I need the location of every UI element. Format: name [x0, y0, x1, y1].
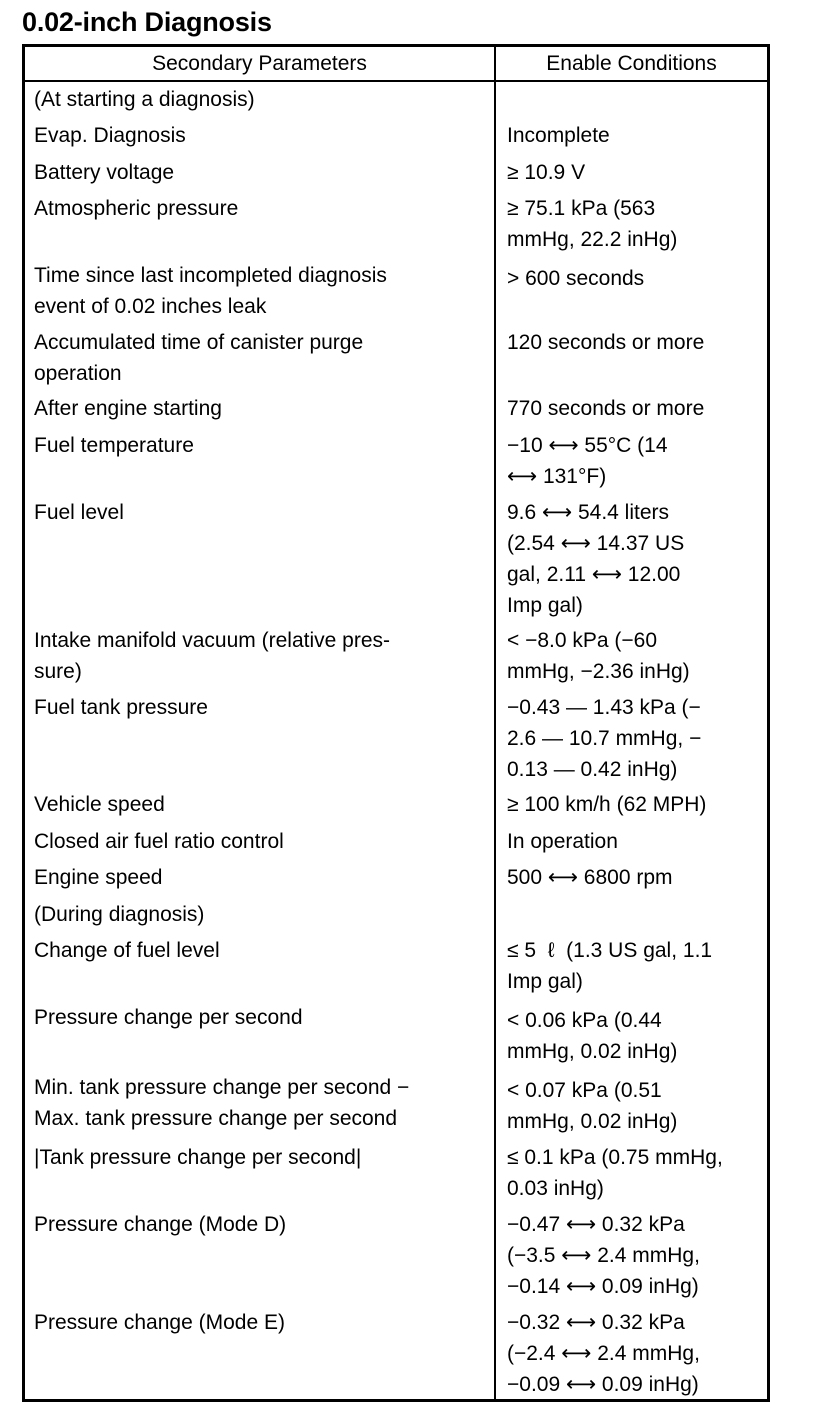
- condition-cell: < −8.0 kPa (−60 mmHg, −2.36 inHg): [507, 629, 690, 683]
- header-secondary-parameters: Secondary Parameters: [152, 52, 367, 75]
- param-cell: Intake manifold vacuum (relative pres- sure): [34, 629, 390, 683]
- condition-cell: −0.47 ⟷ 0.32 kPa (−3.5 ⟷ 2.4 mmHg, −0.14 ⟷ 0.09 inHg): [507, 1213, 700, 1298]
- param-cell: Min. tank pressure change per second − Max. tank pressure change per second: [34, 1076, 410, 1130]
- condition-cell: 500 ⟷ 6800 rpm: [507, 866, 673, 889]
- condition-cell: 9.6 ⟷ 54.4 liters (2.54 ⟷ 14.37 US gal, 2.11 ⟷ 12.00 Imp gal): [507, 501, 685, 617]
- param-cell: Change of fuel level: [34, 939, 220, 962]
- param-cell: Closed air fuel ratio control: [34, 830, 284, 853]
- param-cell: Fuel temperature: [34, 434, 194, 457]
- param-cell: Fuel level: [34, 501, 124, 524]
- param-cell: Pressure change (Mode D): [34, 1213, 287, 1236]
- param-cell: Pressure change per second: [34, 1006, 303, 1029]
- condition-cell: 120 seconds or more: [507, 331, 705, 354]
- condition-cell: > 600 seconds: [507, 267, 645, 290]
- condition-cell: ≥ 100 km/h (62 MPH): [507, 793, 707, 816]
- param-cell: Accumulated time of canister purge operation: [34, 331, 364, 385]
- param-cell: (During diagnosis): [34, 903, 205, 926]
- condition-cell: ≤ 5 ℓ (1.3 US gal, 1.1 Imp gal): [507, 939, 713, 993]
- param-cell: Vehicle speed: [34, 793, 165, 816]
- param-cell: Atmospheric pressure: [34, 197, 239, 220]
- param-cell: Fuel tank pressure: [34, 696, 208, 719]
- header-separator: [22, 80, 770, 82]
- header-enable-conditions: Enable Conditions: [546, 52, 717, 75]
- param-cell: Time since last incompleted diagnosis event of 0.02 inches leak: [34, 264, 387, 318]
- column-divider: [494, 44, 496, 1402]
- param-cell: (At starting a diagnosis): [34, 88, 255, 111]
- condition-cell: < 0.06 kPa (0.44 mmHg, 0.02 inHg): [507, 1009, 678, 1063]
- condition-cell: −0.43 — 1.43 kPa (− 2.6 — 10.7 mmHg, − 0.13 — 0.42 inHg): [507, 696, 702, 781]
- param-cell: After engine starting: [34, 397, 222, 420]
- param-cell: Pressure change (Mode E): [34, 1311, 285, 1334]
- document-title: 0.02-inch Diagnosis: [22, 7, 272, 37]
- condition-cell: < 0.07 kPa (0.51 mmHg, 0.02 inHg): [507, 1079, 678, 1133]
- param-cell: Battery voltage: [34, 161, 175, 184]
- condition-cell: −10 ⟷ 55°C (14 ⟷ 131°F): [507, 434, 668, 488]
- condition-cell: ≥ 75.1 kPa (563 mmHg, 22.2 inHg): [507, 197, 678, 251]
- condition-cell: ≤ 0.1 kPa (0.75 mmHg, 0.03 inHg): [507, 1146, 723, 1200]
- param-cell: |Tank pressure change per second|: [34, 1146, 362, 1169]
- param-cell: Evap. Diagnosis: [34, 124, 186, 147]
- condition-cell: In operation: [507, 830, 618, 853]
- condition-cell: ≥ 10.9 V: [507, 161, 586, 184]
- param-cell: Engine speed: [34, 866, 163, 889]
- condition-cell: Incomplete: [507, 124, 610, 147]
- condition-cell: −0.32 ⟷ 0.32 kPa (−2.4 ⟷ 2.4 mmHg, −0.09 ⟷ 0.09 inHg): [507, 1311, 700, 1396]
- condition-cell: 770 seconds or more: [507, 397, 705, 420]
